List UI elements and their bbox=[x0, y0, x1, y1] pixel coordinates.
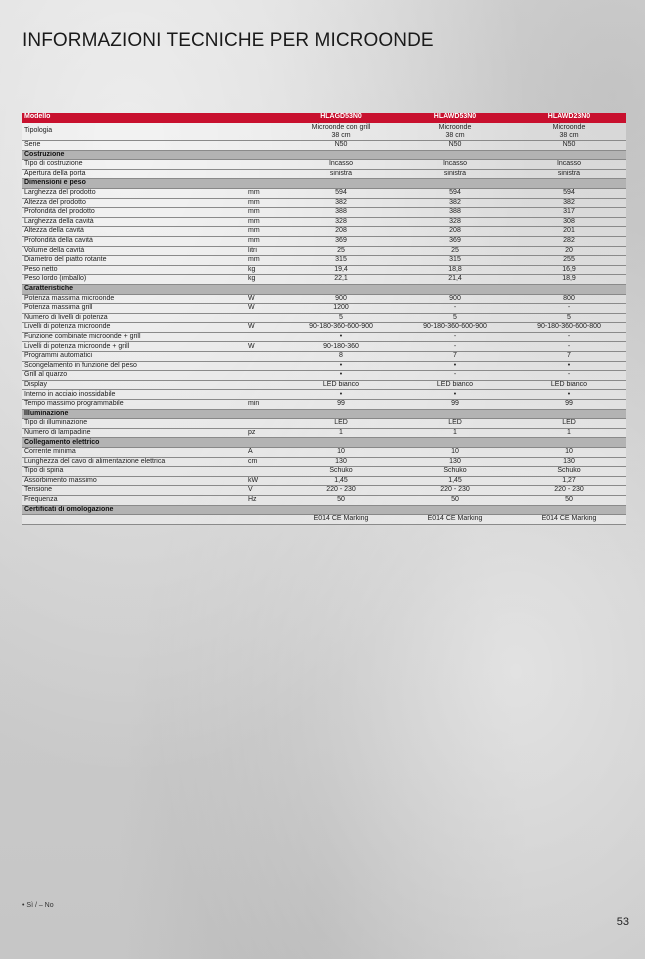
spec-table-body bbox=[22, 123, 626, 525]
row-unit bbox=[244, 313, 284, 323]
table-row bbox=[22, 236, 626, 246]
cell-value: 388 bbox=[398, 208, 512, 218]
row-label: Numero di lampadine bbox=[22, 428, 244, 438]
table-row bbox=[22, 198, 626, 208]
cell-value: 900 bbox=[398, 294, 512, 304]
row-unit bbox=[244, 352, 284, 362]
section-row bbox=[22, 284, 626, 294]
row-label: Larghezza della cavità bbox=[22, 217, 244, 227]
cell-value: 7 bbox=[512, 352, 626, 362]
row-label: Scongelamento in funzione del peso bbox=[22, 361, 244, 371]
spec-table bbox=[22, 113, 626, 525]
table-row bbox=[22, 495, 626, 505]
row-label: Apertura della porta bbox=[22, 169, 244, 179]
cell-value: 382 bbox=[512, 198, 626, 208]
row-label: Livelli di potenza microonde + grill bbox=[22, 342, 244, 352]
cell-value: 7 bbox=[398, 352, 512, 362]
row-unit bbox=[244, 160, 284, 170]
row-label: Programmi automatici bbox=[22, 352, 244, 362]
cell-value: Incasso bbox=[512, 160, 626, 170]
row-label: Tipo di costruzione bbox=[22, 160, 244, 170]
cell-value: E014 CE Marking bbox=[398, 515, 512, 525]
cell-value: 594 bbox=[512, 188, 626, 198]
cell-value: - bbox=[398, 342, 512, 352]
cell-value: 22,1 bbox=[284, 275, 398, 285]
page-number: 53 bbox=[616, 916, 629, 928]
cell-value: 328 bbox=[284, 217, 398, 227]
row-label: Interno in acciaio inossidabile bbox=[22, 390, 244, 400]
row-unit: mm bbox=[244, 188, 284, 198]
row-unit: mm bbox=[244, 256, 284, 266]
header-model: HLAWD53N0 bbox=[398, 113, 512, 123]
table-header-row bbox=[22, 113, 626, 123]
table-row bbox=[22, 361, 626, 371]
table-row bbox=[22, 342, 626, 352]
row-label bbox=[22, 515, 244, 525]
cell-value: 282 bbox=[512, 236, 626, 246]
section-row bbox=[22, 409, 626, 419]
row-label: Profondità del prodotto bbox=[22, 208, 244, 218]
cell-value: E014 CE Marking bbox=[512, 515, 626, 525]
header-model: HLAWD23N0 bbox=[512, 113, 626, 123]
row-unit: kW bbox=[244, 476, 284, 486]
cell-value: 50 bbox=[398, 495, 512, 505]
cell-value: 130 bbox=[284, 457, 398, 467]
cell-value: - bbox=[512, 304, 626, 314]
cell-value: 220 - 230 bbox=[512, 486, 626, 496]
table-row bbox=[22, 323, 626, 333]
row-unit: mm bbox=[244, 208, 284, 218]
row-label: Serie bbox=[22, 141, 244, 151]
table-row bbox=[22, 428, 626, 438]
cell-value: 220 - 230 bbox=[284, 486, 398, 496]
table-row bbox=[22, 486, 626, 496]
table-row bbox=[22, 467, 626, 477]
cell-value: 1,45 bbox=[284, 476, 398, 486]
cell-value: 99 bbox=[284, 400, 398, 410]
cell-value: E014 CE Marking bbox=[284, 515, 398, 525]
header-model: HLAGD53N0 bbox=[284, 113, 398, 123]
row-label: Grill al quarzo bbox=[22, 371, 244, 381]
cell-value: 1,45 bbox=[398, 476, 512, 486]
cell-value: LED bbox=[284, 419, 398, 429]
row-unit: mm bbox=[244, 236, 284, 246]
cell-value: 900 bbox=[284, 294, 398, 304]
table-row bbox=[22, 304, 626, 314]
page-title: INFORMAZIONI TECNICHE PER MICROONDE bbox=[22, 30, 434, 51]
cell-value: 5 bbox=[284, 313, 398, 323]
cell-value: Schuko bbox=[398, 467, 512, 477]
row-unit bbox=[244, 371, 284, 381]
cell-value: - bbox=[512, 342, 626, 352]
row-label: Funzione combinate microonde + grill bbox=[22, 332, 244, 342]
cell-value: 130 bbox=[512, 457, 626, 467]
table-row bbox=[22, 457, 626, 467]
cell-value: Microonde con grill 38 cm bbox=[284, 123, 398, 141]
row-label: Diametro del piatto rotante bbox=[22, 256, 244, 266]
cell-value: 90-180-360 bbox=[284, 342, 398, 352]
row-unit: min bbox=[244, 400, 284, 410]
cell-value: 1 bbox=[512, 428, 626, 438]
cell-value: • bbox=[398, 361, 512, 371]
cell-value: 1 bbox=[398, 428, 512, 438]
cell-value: • bbox=[398, 390, 512, 400]
cell-value: 388 bbox=[284, 208, 398, 218]
cell-value: 382 bbox=[398, 198, 512, 208]
cell-value: LED bianco bbox=[512, 380, 626, 390]
table-row bbox=[22, 123, 626, 141]
row-unit bbox=[244, 467, 284, 477]
cell-value: 315 bbox=[398, 256, 512, 266]
row-unit bbox=[244, 123, 284, 141]
cell-value: LED bbox=[398, 419, 512, 429]
row-unit bbox=[244, 515, 284, 525]
table-row bbox=[22, 400, 626, 410]
table-row bbox=[22, 208, 626, 218]
cell-value: 369 bbox=[284, 236, 398, 246]
cell-value: 25 bbox=[398, 246, 512, 256]
cell-value: 1200 bbox=[284, 304, 398, 314]
cell-value: 317 bbox=[512, 208, 626, 218]
row-label: Livelli di potenza microonde bbox=[22, 323, 244, 333]
row-label: Peso netto bbox=[22, 265, 244, 275]
row-label: Altezza della cavità bbox=[22, 227, 244, 237]
cell-value: 800 bbox=[512, 294, 626, 304]
row-unit bbox=[244, 390, 284, 400]
cell-value: 382 bbox=[284, 198, 398, 208]
row-unit: kg bbox=[244, 275, 284, 285]
cell-value: 1,27 bbox=[512, 476, 626, 486]
cell-value: 369 bbox=[398, 236, 512, 246]
cell-value: 208 bbox=[398, 227, 512, 237]
cell-value: 208 bbox=[284, 227, 398, 237]
cell-value: 90-180-360-600-900 bbox=[284, 323, 398, 333]
cell-value: 315 bbox=[284, 256, 398, 266]
cell-value: 19,4 bbox=[284, 265, 398, 275]
cell-value: 594 bbox=[284, 188, 398, 198]
cell-value: 90-180-360-600-800 bbox=[512, 323, 626, 333]
row-label: Display bbox=[22, 380, 244, 390]
cell-value: 90-180-360-600-900 bbox=[398, 323, 512, 333]
row-label: Numero di livelli di potenza bbox=[22, 313, 244, 323]
cell-value: LED bianco bbox=[398, 380, 512, 390]
table-row bbox=[22, 313, 626, 323]
table-row bbox=[22, 448, 626, 458]
row-unit bbox=[244, 380, 284, 390]
table-row bbox=[22, 380, 626, 390]
row-label: Larghezza del prodotto bbox=[22, 188, 244, 198]
section-title: Costruzione bbox=[22, 150, 626, 160]
table-row bbox=[22, 256, 626, 266]
row-unit: A bbox=[244, 448, 284, 458]
cell-value: • bbox=[284, 361, 398, 371]
row-label: Corrente minima bbox=[22, 448, 244, 458]
cell-value: 18,8 bbox=[398, 265, 512, 275]
header-label: Modello bbox=[22, 113, 244, 123]
cell-value: 308 bbox=[512, 217, 626, 227]
cell-value: - bbox=[512, 371, 626, 381]
table-row bbox=[22, 246, 626, 256]
cell-value: 20 bbox=[512, 246, 626, 256]
table-row bbox=[22, 294, 626, 304]
row-label: Lunghezza del cavo di alimentazione elettrica bbox=[22, 457, 244, 467]
table-row bbox=[22, 227, 626, 237]
table-row bbox=[22, 160, 626, 170]
cell-value: • bbox=[284, 371, 398, 381]
cell-value: 99 bbox=[398, 400, 512, 410]
cell-value: sinistra bbox=[284, 169, 398, 179]
row-unit: litri bbox=[244, 246, 284, 256]
row-label: Volume della cavità bbox=[22, 246, 244, 256]
cell-value: 5 bbox=[398, 313, 512, 323]
row-label: Assorbimento massimo bbox=[22, 476, 244, 486]
row-label: Tipo di illuminazione bbox=[22, 419, 244, 429]
cell-value: 16,9 bbox=[512, 265, 626, 275]
cell-value: 201 bbox=[512, 227, 626, 237]
row-unit bbox=[244, 169, 284, 179]
section-row bbox=[22, 150, 626, 160]
cell-value: N50 bbox=[284, 141, 398, 151]
table-row bbox=[22, 188, 626, 198]
row-unit: pz bbox=[244, 428, 284, 438]
row-label: Tempo massimo programmabile bbox=[22, 400, 244, 410]
table-row bbox=[22, 275, 626, 285]
section-title: Certificati di omologazione bbox=[22, 505, 626, 515]
cell-value: 594 bbox=[398, 188, 512, 198]
table-row bbox=[22, 332, 626, 342]
cell-value: N50 bbox=[512, 141, 626, 151]
row-label: Peso lordo (imballo) bbox=[22, 275, 244, 285]
table-row bbox=[22, 352, 626, 362]
cell-value: 25 bbox=[284, 246, 398, 256]
row-unit: mm bbox=[244, 198, 284, 208]
table-row bbox=[22, 141, 626, 151]
cell-value: - bbox=[398, 371, 512, 381]
cell-value: - bbox=[398, 332, 512, 342]
cell-value: 1 bbox=[284, 428, 398, 438]
row-unit: mm bbox=[244, 227, 284, 237]
table-row bbox=[22, 419, 626, 429]
row-unit bbox=[244, 332, 284, 342]
cell-value: • bbox=[512, 390, 626, 400]
row-unit: V bbox=[244, 486, 284, 496]
cell-value: 8 bbox=[284, 352, 398, 362]
cell-value: Incasso bbox=[398, 160, 512, 170]
cell-value: Schuko bbox=[512, 467, 626, 477]
cell-value: • bbox=[284, 390, 398, 400]
cell-value: - bbox=[398, 304, 512, 314]
row-unit: kg bbox=[244, 265, 284, 275]
cell-value: LED bbox=[512, 419, 626, 429]
row-label: Potenza massima grill bbox=[22, 304, 244, 314]
header-unit bbox=[244, 113, 284, 123]
table-row bbox=[22, 476, 626, 486]
section-row bbox=[22, 438, 626, 448]
row-unit: W bbox=[244, 304, 284, 314]
cell-value: sinistra bbox=[512, 169, 626, 179]
cell-value: Incasso bbox=[284, 160, 398, 170]
section-row bbox=[22, 505, 626, 515]
row-unit: W bbox=[244, 342, 284, 352]
cell-value: Microonde 38 cm bbox=[512, 123, 626, 141]
cell-value: 50 bbox=[284, 495, 398, 505]
cell-value: N50 bbox=[398, 141, 512, 151]
row-label: Altezza del prodotto bbox=[22, 198, 244, 208]
row-label: Tensione bbox=[22, 486, 244, 496]
row-unit bbox=[244, 141, 284, 151]
row-unit: W bbox=[244, 294, 284, 304]
row-label: Potenza massima microonde bbox=[22, 294, 244, 304]
row-label: Tipo di spina bbox=[22, 467, 244, 477]
section-title: Collegamento elettrico bbox=[22, 438, 626, 448]
table-row bbox=[22, 515, 626, 525]
legend-footnote: • Sì / – No bbox=[22, 902, 54, 909]
cell-value: 130 bbox=[398, 457, 512, 467]
cell-value: 328 bbox=[398, 217, 512, 227]
cell-value: 10 bbox=[284, 448, 398, 458]
section-title: Caratteristiche bbox=[22, 284, 626, 294]
cell-value: sinistra bbox=[398, 169, 512, 179]
table-row bbox=[22, 371, 626, 381]
cell-value: - bbox=[512, 332, 626, 342]
row-label: Tipologia bbox=[22, 123, 244, 141]
cell-value: 99 bbox=[512, 400, 626, 410]
table-row bbox=[22, 217, 626, 227]
section-row bbox=[22, 179, 626, 189]
row-label: Frequenza bbox=[22, 495, 244, 505]
cell-value: • bbox=[512, 361, 626, 371]
section-title: Illuminazione bbox=[22, 409, 626, 419]
cell-value: 10 bbox=[512, 448, 626, 458]
cell-value: 21,4 bbox=[398, 275, 512, 285]
cell-value: Schuko bbox=[284, 467, 398, 477]
section-title: Dimensioni e peso bbox=[22, 179, 626, 189]
cell-value: LED bianco bbox=[284, 380, 398, 390]
cell-value: 220 - 230 bbox=[398, 486, 512, 496]
row-unit bbox=[244, 361, 284, 371]
table-row bbox=[22, 265, 626, 275]
cell-value: • bbox=[284, 332, 398, 342]
row-label: Profondità della cavità bbox=[22, 236, 244, 246]
cell-value: Microonde 38 cm bbox=[398, 123, 512, 141]
row-unit: cm bbox=[244, 457, 284, 467]
row-unit: mm bbox=[244, 217, 284, 227]
cell-value: 50 bbox=[512, 495, 626, 505]
row-unit: Hz bbox=[244, 495, 284, 505]
row-unit bbox=[244, 419, 284, 429]
table-row bbox=[22, 390, 626, 400]
cell-value: 5 bbox=[512, 313, 626, 323]
cell-value: 18,9 bbox=[512, 275, 626, 285]
cell-value: 255 bbox=[512, 256, 626, 266]
table-row bbox=[22, 169, 626, 179]
cell-value: 10 bbox=[398, 448, 512, 458]
row-unit: W bbox=[244, 323, 284, 333]
